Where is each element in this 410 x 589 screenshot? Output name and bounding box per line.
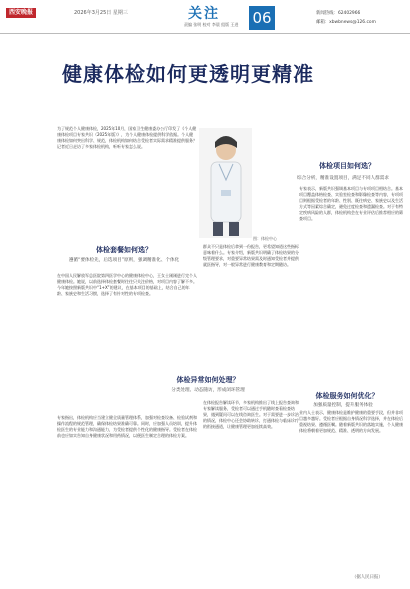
contact-email: 邮箱：xbwbnews@126.com xyxy=(316,20,376,25)
section-title: 关注 xyxy=(188,6,220,22)
newspaper-brand-logo: 西安晚报 xyxy=(6,8,36,18)
subheading-checkup-package: 体检套餐如何选？ xyxy=(96,246,152,254)
subheading-service-optimization: 体检服务如何优化？ xyxy=(315,392,379,400)
lead-text: 为了规范个人健康体检，2025年10月，国家卫生健康委办公厅印发了《个人健康体检项目专家共识（2025年版）》，为个人健康体检提供科学依据。个人健康体检如何突出科学、规范，体检机构如何结合受检者实际需求精准提供服务？记者近日走访了多家体检机构，听听专家怎么说。 xyxy=(57,126,197,149)
subheading-checkup-items-summary: 综合分析，精准设置项目，满足不同人群需求 xyxy=(297,176,389,181)
news-hotline: 新闻热线：62402966 xyxy=(316,11,361,16)
subheading-service-optimization-summary: 加强质量控制，提升服务体验 xyxy=(313,403,373,408)
subheading-abnormal-results-summary: 分类处理、动态随访，形成闭环管理 xyxy=(171,388,245,393)
photo-caption: 图：体检中心 xyxy=(253,236,277,241)
page-number-badge: 06 xyxy=(249,6,275,30)
section-editors: 责编 张明 校对 李晨 组版 王进 xyxy=(184,22,239,27)
article-lead xyxy=(57,126,197,174)
body-column-2: 群众不只是体检后拿到一份报告，更希望知道这些指标意味着什么。专家介绍，新版共识明确了体检结果的分级管理要求，对重要异常结果需及时通知受检者并提供就医指导，对一般异常进行健康教育和定期随访。 xyxy=(203,244,299,267)
body-column-1: 在中国人民解放军总医院第四医学中心的健康体检中心，王女士刚刚进行完个人健康体检。她说，以前选择体检套餐时往往只关注价格，对项目内容了解不多。今年她按照新版共识中“1+X”的建议，在基本项目的基础上，结合自己的年龄、家族史和生活习惯，选择了有针对性的专项检查。 xyxy=(57,273,197,296)
article-byline: （据人民日报） xyxy=(352,575,383,580)
issue-date: 2026年3月25日 星期三 xyxy=(74,10,128,16)
subheading-checkup-items: 体检项目如何选？ xyxy=(319,162,375,170)
article-photo xyxy=(199,128,252,238)
body-column-3-lower: 业内人士表示，健康体检是维护健康的重要手段，但并非项目越多越好。受检者应根据自身情况科学选择，并在体检后重视结果、遵循医嘱。随着新版共识的落地实施，个人健康体检将朝着更加规范、精准、透明的方向发展。 xyxy=(299,410,403,433)
subheading-abnormal-results: 体检异常如何处理？ xyxy=(176,376,240,384)
body-column-3: 专家表示，新版共识强调基本项目与专项项目相结合。基本项目覆盖体格检查、实验室检查和影像检查等内容，专项项目则根据受检者的年龄、性别、既往病史、家族史以及生活方式等因素综合确定，避免过度检查和遗漏检查。对于有特定疾病风险的人群，体检机构会在专业评估后推荐相应的筛查项目。 xyxy=(299,186,403,221)
article-title: 健康体检如何更透明更精准 xyxy=(62,62,314,86)
subheading-checkup-package-summary: 遵循“要体检先，后选项目”原则，强调精准化、个体化 xyxy=(68,258,180,263)
body-column-2-lower: 在体检报告解读环节，多家机构推出了线上报告查询和专家解读服务，受检者可以通过手机随时查看检查结果，遇到疑问可以在线咨询医生。对于需要进一步诊治的情况，体检中心还会协助转诊，打通体检与临床诊疗的衔接通道，让健康管理更加连续高效。 xyxy=(203,400,299,429)
body-column-1-lower: 专家指出，体检机构应当建立健全质量管理体系，加强对检查设备、检验试剂和操作流程的规范管理，确保体检结果准确可靠。同时，应加强人员培训，提升体检医生的专业能力和沟通能力，为受检者提供个性化的健康指导。受检者在体检前也应如实告知自身健康状况和用药情况，以便医生制定合理的体检方案。 xyxy=(57,415,197,438)
doctor-photo-illustration xyxy=(199,128,252,238)
header-divider xyxy=(0,33,410,34)
